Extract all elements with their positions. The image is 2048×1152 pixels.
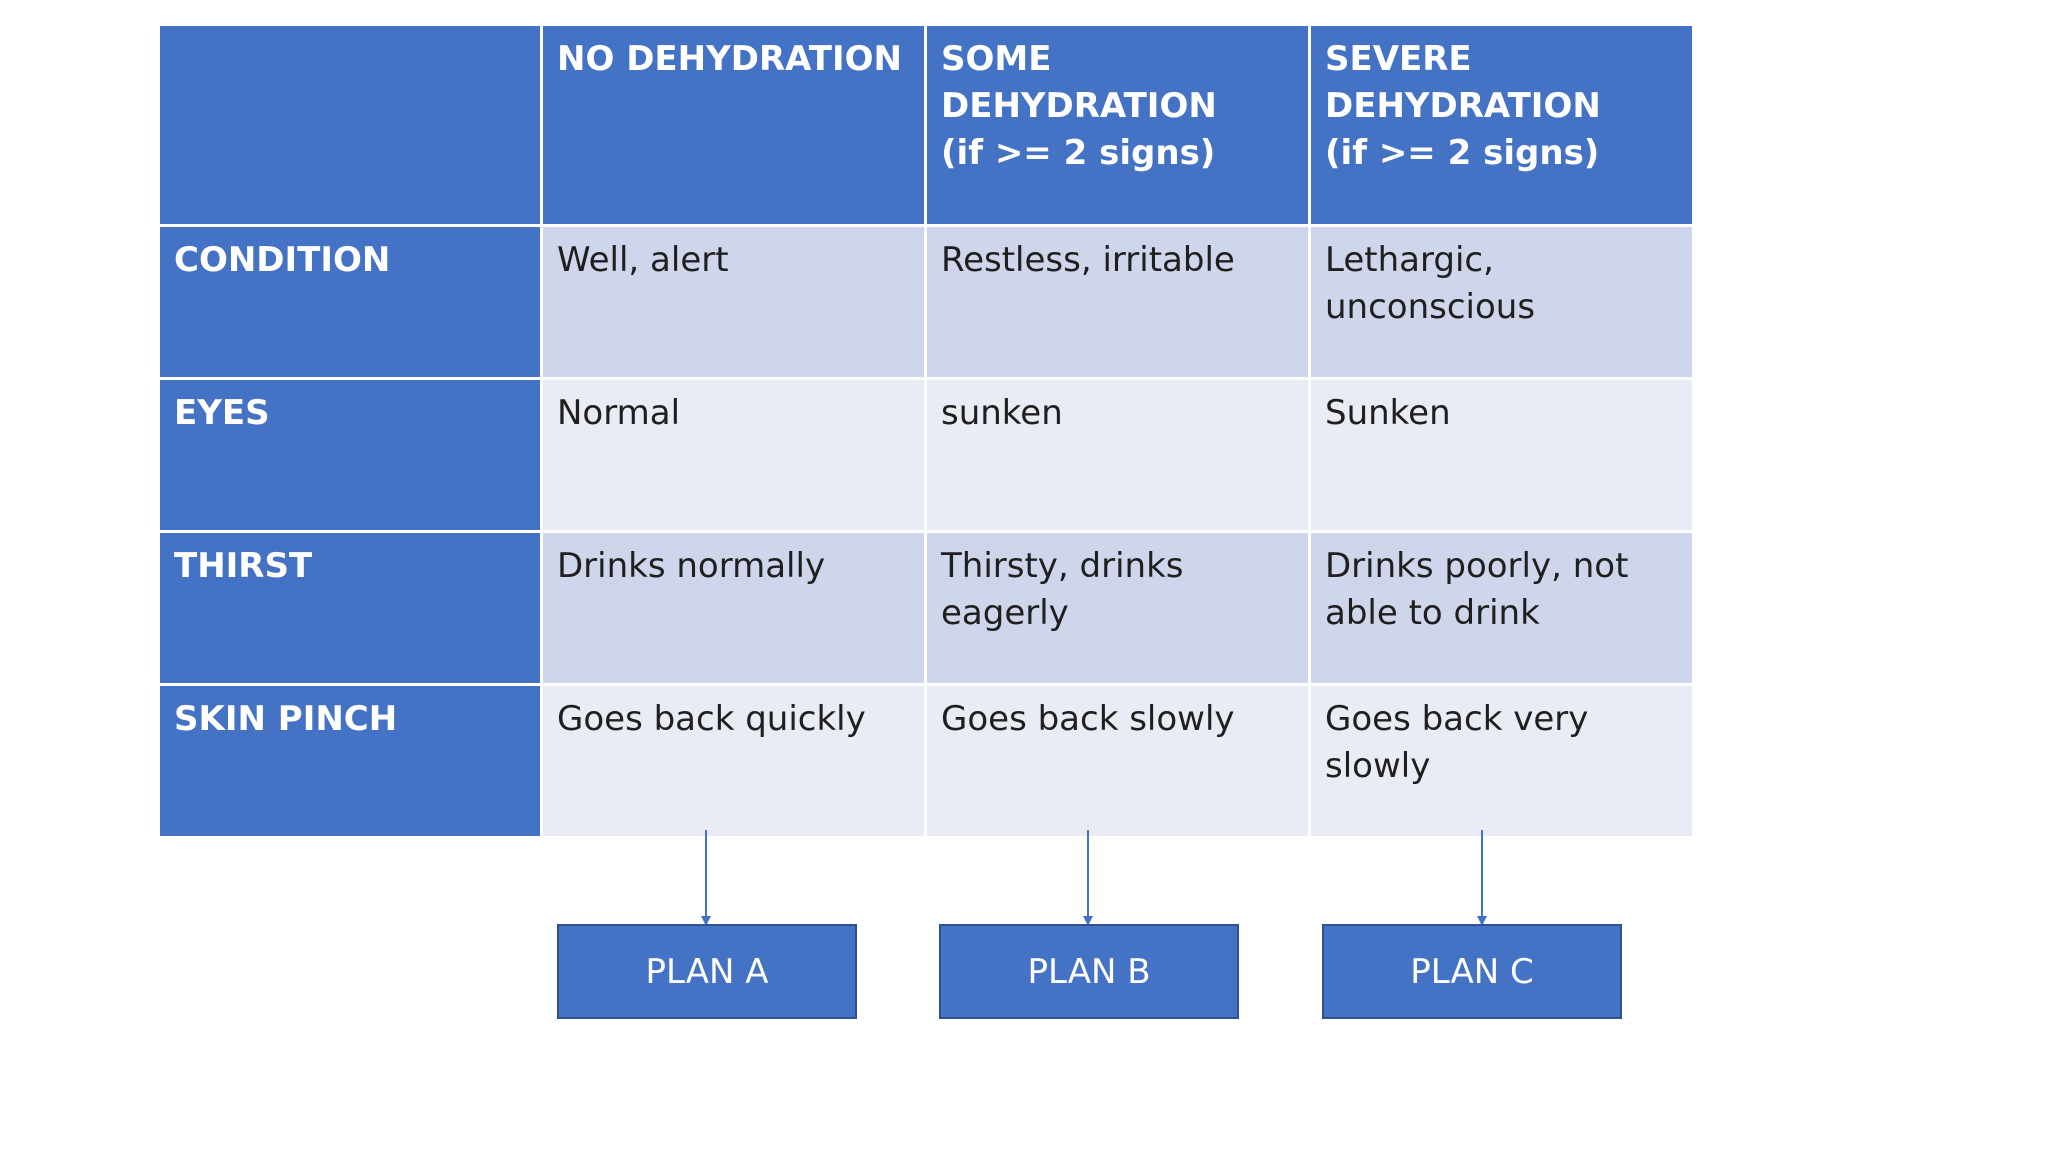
header-severe-dehydration: SEVERE DEHYDRATION (if >= 2 signs) (1311, 26, 1692, 224)
cell-skin-pinch-severe: Goes back very slowly (1311, 686, 1692, 836)
cell-thirst-no: Drinks normally (543, 533, 924, 683)
cell-eyes-no: Normal (543, 380, 924, 530)
cell-thirst-severe: Drinks poorly, not able to drink (1311, 533, 1692, 683)
plan-c-box: PLAN C (1322, 924, 1622, 1019)
cell-condition-no: Well, alert (543, 227, 924, 377)
cell-condition-severe: Lethargic, unconscious (1311, 227, 1692, 377)
row-label-condition: CONDITION (160, 227, 540, 377)
plan-a-box: PLAN A (557, 924, 857, 1019)
header-no-dehydration: NO DEHYDRATION (543, 26, 924, 224)
header-some-dehydration: SOME DEHYDRATION (if >= 2 signs) (927, 26, 1308, 224)
cell-condition-some: Restless, irritable (927, 227, 1308, 377)
row-label-skin-pinch: SKIN PINCH (160, 686, 540, 836)
cell-thirst-some: Thirsty, drinks eagerly (927, 533, 1308, 683)
plan-b-box: PLAN B (939, 924, 1239, 1019)
row-label-thirst: THIRST (160, 533, 540, 683)
row-label-eyes: EYES (160, 380, 540, 530)
cell-eyes-severe: Sunken (1311, 380, 1692, 530)
cell-skin-pinch-no: Goes back quickly (543, 686, 924, 836)
cell-skin-pinch-some: Goes back slowly (927, 686, 1308, 836)
cell-eyes-some: sunken (927, 380, 1308, 530)
